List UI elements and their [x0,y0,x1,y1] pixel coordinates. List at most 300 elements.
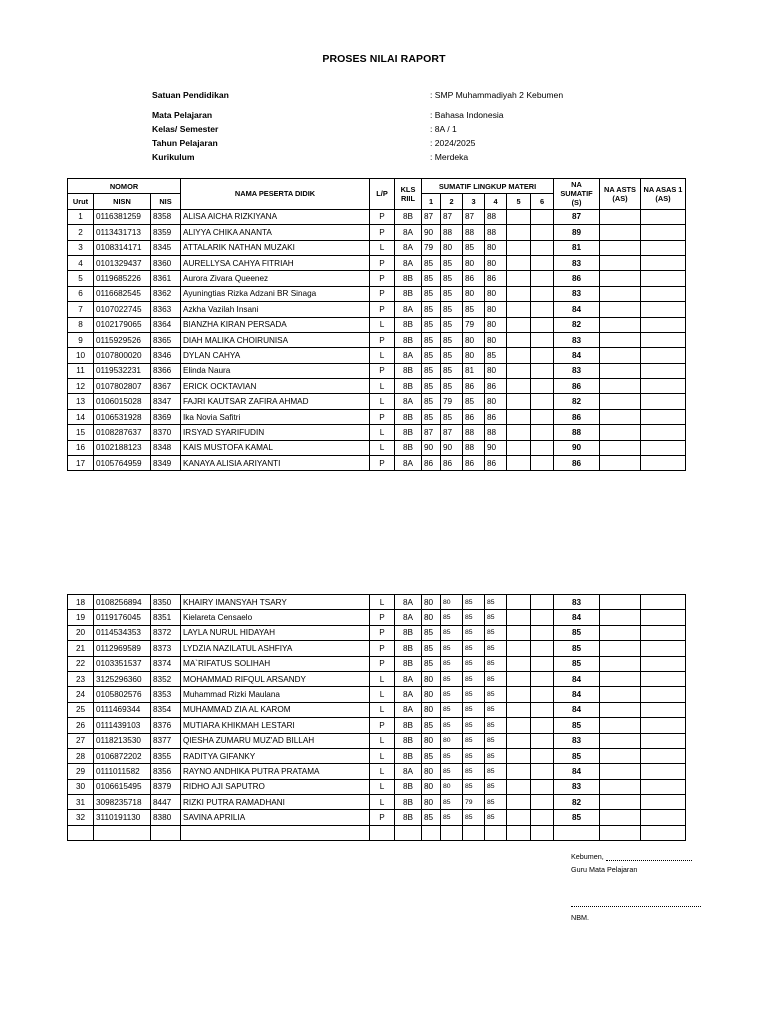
cell-sumatif-6 [531,363,554,378]
cell-kls: 8A [395,456,422,471]
cell-na-asts [600,409,641,424]
cell-sumatif-1: 85 [422,718,441,733]
cell-na-asas [641,332,686,347]
cell-na-sumatif: 84 [554,702,600,717]
cell-kls: 8A [395,240,422,255]
cell-na-sumatif: 85 [554,625,600,640]
cell-sumatif-2: 85 [441,641,463,656]
cell-na-asts [600,733,641,748]
cell-sumatif-5 [507,317,531,332]
cell-sumatif-2: 79 [441,394,463,409]
cell-na-asts [600,425,641,440]
cell-nisn: 0101329437 [94,255,151,270]
cell-nisn: 0118213530 [94,733,151,748]
cell-urut: 14 [68,409,94,424]
cell-kls: 8B [395,379,422,394]
cell-sumatif-6 [531,671,554,686]
cell-nama: ERICK OCKTAVIAN [181,379,370,394]
cell-kls: 8B [395,656,422,671]
cell-kls: 8B [395,748,422,763]
cell-lp: L [370,425,395,440]
info-label: Kurikulum [152,151,195,162]
cell-sumatif-3: 86 [463,379,485,394]
cell-nama: ALIYYA CHIKA ANANTA [181,225,370,240]
cell-sumatif-4: 80 [485,302,507,317]
cell-kls: 8A [395,702,422,717]
cell-nis: 8358 [151,209,181,224]
cell-sumatif-3: 85 [463,595,485,610]
cell-sumatif-6 [531,656,554,671]
signature-place [571,852,692,861]
cell-sumatif-5 [507,363,531,378]
cell-urut: 20 [68,625,94,640]
cell-nisn: 0105764959 [94,456,151,471]
cell-sumatif-1: 85 [422,748,441,763]
cell-sumatif-5 [507,656,531,671]
cell-kls: 8B [395,425,422,440]
info-value: : 8A / 1 [430,123,457,134]
cell-sumatif-4: 85 [485,687,507,702]
cell-sumatif-5 [507,286,531,301]
cell-nama: SAVINA APRILIA [181,810,370,825]
cell-sumatif-3: 88 [463,440,485,455]
cell-nis: 8354 [151,702,181,717]
cell-sumatif-3: 79 [463,795,485,810]
cell-lp: L [370,748,395,763]
table-row [68,718,686,733]
cell-lp: P [370,610,395,625]
cell-nama: Ika Novia Safitri [181,409,370,424]
cell-lp: L [370,379,395,394]
cell-nis: 8377 [151,733,181,748]
cell-sumatif-5 [507,595,531,610]
cell-sumatif-6 [531,733,554,748]
empty-cell [554,825,600,840]
cell-lp: P [370,225,395,240]
cell-na-asas [641,271,686,286]
cell-sumatif-4: 85 [485,656,507,671]
cell-sumatif-1: 85 [422,302,441,317]
cell-sumatif-3: 85 [463,764,485,779]
cell-urut: 21 [68,641,94,656]
cell-sumatif-3: 85 [463,702,485,717]
cell-nis: 8447 [151,795,181,810]
cell-kls: 8B [395,625,422,640]
cell-nisn: 0106531928 [94,409,151,424]
cell-nisn: 0106015028 [94,394,151,409]
cell-na-asas [641,764,686,779]
cell-na-asas [641,394,686,409]
cell-urut: 30 [68,779,94,794]
cell-na-asts [600,317,641,332]
cell-sumatif-4: 85 [485,595,507,610]
cell-urut: 6 [68,286,94,301]
cell-na-sumatif: 83 [554,779,600,794]
cell-urut: 9 [68,332,94,347]
header-nama: NAMA PESERTA DIDIK [181,179,370,210]
cell-nis: 8362 [151,286,181,301]
table-row [68,764,686,779]
cell-sumatif-4: 85 [485,795,507,810]
header-na-asts: NA ASTS (AS) [600,179,641,210]
dotted-line [606,852,692,861]
cell-sumatif-6 [531,348,554,363]
cell-lp: L [370,595,395,610]
cell-sumatif-2: 85 [441,656,463,671]
cell-lp: P [370,255,395,270]
cell-na-sumatif: 83 [554,332,600,347]
table-row [68,255,686,270]
table-body-page-1 [68,209,686,471]
cell-sumatif-5 [507,718,531,733]
cell-sumatif-1: 85 [422,641,441,656]
cell-na-asas [641,255,686,270]
cell-sumatif-5 [507,332,531,347]
cell-urut: 11 [68,363,94,378]
table-row [68,409,686,424]
cell-nama: MUHAMMAD ZIA AL KAROM [181,702,370,717]
cell-nama: ALISA AICHA RIZKIYANA [181,209,370,224]
cell-sumatif-4: 85 [485,718,507,733]
cell-lp: L [370,795,395,810]
empty-cell [151,825,181,840]
cell-sumatif-3: 85 [463,641,485,656]
cell-sumatif-2: 85 [441,702,463,717]
cell-sumatif-3: 85 [463,687,485,702]
cell-nis: 8349 [151,456,181,471]
cell-urut: 31 [68,795,94,810]
cell-na-asts [600,641,641,656]
cell-sumatif-2: 85 [441,671,463,686]
cell-sumatif-1: 85 [422,255,441,270]
cell-nisn: 0111439103 [94,718,151,733]
cell-sumatif-3: 87 [463,209,485,224]
cell-urut: 32 [68,810,94,825]
empty-cell [94,825,151,840]
cell-urut: 10 [68,348,94,363]
cell-na-asts [600,271,641,286]
cell-sumatif-4: 85 [485,625,507,640]
cell-kls: 8B [395,810,422,825]
cell-sumatif-2: 87 [441,209,463,224]
cell-urut: 3 [68,240,94,255]
header-sumatif-2: 2 [441,194,463,209]
cell-nama: LAYLA NURUL HIDAYAH [181,625,370,640]
cell-nisn: 0102188123 [94,440,151,455]
cell-nama: DIAH MALIKA CHOIRUNISA [181,332,370,347]
cell-sumatif-2: 85 [441,302,463,317]
cell-sumatif-1: 80 [422,779,441,794]
header-nomor: NOMOR [68,179,181,194]
cell-sumatif-6 [531,702,554,717]
cell-nisn: 3098235718 [94,795,151,810]
cell-sumatif-4: 85 [485,779,507,794]
empty-cell [507,825,531,840]
cell-sumatif-2: 85 [441,286,463,301]
cell-na-asas [641,302,686,317]
cell-nis: 8348 [151,440,181,455]
cell-sumatif-1: 80 [422,595,441,610]
table-row [68,733,686,748]
cell-nis: 8379 [151,779,181,794]
cell-lp: P [370,302,395,317]
cell-sumatif-4: 86 [485,409,507,424]
table-row [68,795,686,810]
cell-urut: 13 [68,394,94,409]
cell-nama: ATTALARIK NATHAN MUZAKI [181,240,370,255]
cell-sumatif-1: 90 [422,440,441,455]
cell-kls: 8B [395,733,422,748]
cell-kls: 8B [395,317,422,332]
cell-sumatif-5 [507,456,531,471]
cell-sumatif-2: 80 [441,733,463,748]
info-value: : 2024/2025 [430,137,476,148]
cell-nisn: 0108256894 [94,595,151,610]
cell-lp: P [370,810,395,825]
cell-sumatif-2: 85 [441,409,463,424]
cell-sumatif-1: 85 [422,379,441,394]
signature-role: Guru Mata Pelajaran [571,865,638,874]
cell-nis: 8361 [151,271,181,286]
cell-sumatif-3: 85 [463,394,485,409]
cell-lp: L [370,317,395,332]
cell-sumatif-4: 85 [485,671,507,686]
cell-urut: 12 [68,379,94,394]
cell-sumatif-6 [531,286,554,301]
empty-cell [395,825,422,840]
cell-sumatif-6 [531,718,554,733]
empty-cell [422,825,441,840]
cell-sumatif-6 [531,795,554,810]
cell-sumatif-1: 87 [422,425,441,440]
cell-lp: L [370,440,395,455]
cell-na-sumatif: 83 [554,595,600,610]
cell-sumatif-4: 86 [485,271,507,286]
cell-kls: 8A [395,255,422,270]
empty-cell [485,825,507,840]
cell-nama: KANAYA ALISIA ARIYANTI [181,456,370,471]
cell-nis: 8352 [151,671,181,686]
cell-sumatif-2: 85 [441,764,463,779]
cell-lp: P [370,625,395,640]
cell-sumatif-1: 85 [422,317,441,332]
cell-lp: L [370,348,395,363]
cell-nama: RIZKI PUTRA RAMADHANI [181,795,370,810]
cell-sumatif-4: 80 [485,286,507,301]
cell-na-sumatif: 83 [554,255,600,270]
cell-nis: 8369 [151,409,181,424]
cell-sumatif-6 [531,764,554,779]
cell-lp: L [370,702,395,717]
cell-sumatif-1: 86 [422,456,441,471]
cell-na-asts [600,302,641,317]
cell-nisn: 0103351537 [94,656,151,671]
cell-sumatif-4: 80 [485,363,507,378]
cell-na-asas [641,656,686,671]
cell-nis: 8374 [151,656,181,671]
cell-na-sumatif: 85 [554,718,600,733]
cell-na-sumatif: 85 [554,656,600,671]
cell-sumatif-4: 88 [485,425,507,440]
cell-lp: P [370,363,395,378]
grades-table-page-1 [67,178,686,471]
cell-nis: 8372 [151,625,181,640]
cell-sumatif-4: 80 [485,332,507,347]
table-row [68,748,686,763]
cell-sumatif-1: 80 [422,687,441,702]
cell-sumatif-3: 80 [463,332,485,347]
cell-sumatif-4: 80 [485,317,507,332]
cell-sumatif-3: 80 [463,255,485,270]
signature-nbm: NBM. [571,913,589,922]
cell-sumatif-2: 85 [441,810,463,825]
cell-sumatif-1: 85 [422,271,441,286]
cell-urut: 27 [68,733,94,748]
cell-nis: 8370 [151,425,181,440]
cell-sumatif-6 [531,332,554,347]
empty-cell [641,825,686,840]
cell-nisn: 0108287637 [94,425,151,440]
cell-sumatif-4: 85 [485,764,507,779]
cell-sumatif-5 [507,225,531,240]
cell-sumatif-1: 80 [422,671,441,686]
cell-nisn: 3125296360 [94,671,151,686]
cell-sumatif-3: 80 [463,286,485,301]
cell-sumatif-2: 85 [441,687,463,702]
cell-nisn: 0107022745 [94,302,151,317]
cell-sumatif-2: 85 [441,795,463,810]
table-row [68,779,686,794]
cell-nis: 8366 [151,363,181,378]
cell-nama: QIESHA ZUMARU MUZ'AD BILLAH [181,733,370,748]
table-row [68,379,686,394]
cell-kls: 8B [395,286,422,301]
cell-sumatif-5 [507,425,531,440]
cell-kls: 8B [395,363,422,378]
cell-sumatif-1: 85 [422,810,441,825]
cell-na-sumatif: 83 [554,286,600,301]
cell-sumatif-2: 85 [441,379,463,394]
cell-na-asts [600,209,641,224]
header-sumatif-1: 1 [422,194,441,209]
signature-line [571,898,701,909]
empty-cell [370,825,395,840]
cell-nis: 8350 [151,595,181,610]
cell-lp: L [370,764,395,779]
cell-urut: 7 [68,302,94,317]
cell-sumatif-4: 85 [485,733,507,748]
table-row [68,271,686,286]
cell-nama: RIDHO AJI SAPUTRO [181,779,370,794]
cell-na-asts [600,687,641,702]
cell-na-asas [641,348,686,363]
cell-na-sumatif: 84 [554,764,600,779]
cell-nis: 8356 [151,764,181,779]
cell-lp: P [370,332,395,347]
cell-lp: P [370,271,395,286]
cell-sumatif-6 [531,302,554,317]
cell-lp: L [370,240,395,255]
cell-sumatif-1: 80 [422,610,441,625]
cell-na-sumatif: 84 [554,687,600,702]
cell-nis: 8347 [151,394,181,409]
cell-sumatif-5 [507,641,531,656]
cell-na-sumatif: 90 [554,440,600,455]
cell-nis: 8359 [151,225,181,240]
cell-sumatif-3: 80 [463,348,485,363]
cell-urut: 19 [68,610,94,625]
cell-na-asts [600,779,641,794]
cell-lp: P [370,656,395,671]
table-row [68,456,686,471]
cell-sumatif-5 [507,702,531,717]
cell-nama: MUTIARA KHIKMAH LESTARI [181,718,370,733]
info-label: Mata Pelajaran [152,109,213,120]
cell-na-asas [641,687,686,702]
cell-sumatif-2: 85 [441,255,463,270]
cell-na-asts [600,255,641,270]
cell-na-asas [641,225,686,240]
cell-na-asts [600,456,641,471]
cell-sumatif-2: 85 [441,363,463,378]
cell-sumatif-6 [531,409,554,424]
header-na-asas: NA ASAS 1 (AS) [641,179,686,210]
cell-nis: 8380 [151,810,181,825]
signature-place-label: Kebumen, [571,852,604,861]
cell-urut: 26 [68,718,94,733]
cell-sumatif-3: 88 [463,425,485,440]
cell-sumatif-6 [531,779,554,794]
empty-cell [463,825,485,840]
cell-lp: L [370,671,395,686]
table-row [68,656,686,671]
table-row [68,425,686,440]
info-value: : SMP Muhammadiyah 2 Kebumen [430,90,564,100]
table-row [68,240,686,255]
header-kls-riil: KLS RIIL [395,179,422,210]
cell-nisn: 0119532231 [94,363,151,378]
cell-sumatif-5 [507,302,531,317]
cell-nisn: 0112969589 [94,641,151,656]
cell-urut: 25 [68,702,94,717]
cell-urut: 28 [68,748,94,763]
cell-na-sumatif: 87 [554,209,600,224]
cell-sumatif-5 [507,748,531,763]
cell-na-asts [600,348,641,363]
cell-nama: LYDZIA NAZILATUL ASHFIYA [181,641,370,656]
cell-na-asts [600,656,641,671]
header-nis: NIS [151,194,181,209]
cell-na-asts [600,810,641,825]
cell-na-asts [600,379,641,394]
cell-nisn: 0113431713 [94,225,151,240]
cell-sumatif-6 [531,610,554,625]
cell-na-asas [641,733,686,748]
cell-sumatif-4: 80 [485,394,507,409]
cell-na-asts [600,748,641,763]
cell-sumatif-1: 85 [422,409,441,424]
header-na-sumatif: NA SUMATIF (S) [554,179,600,210]
cell-sumatif-1: 85 [422,332,441,347]
cell-sumatif-2: 85 [441,625,463,640]
cell-sumatif-1: 90 [422,225,441,240]
cell-sumatif-5 [507,348,531,363]
cell-nama: MOHAMMAD RIFQUL ARSANDY [181,671,370,686]
cell-sumatif-5 [507,394,531,409]
cell-sumatif-5 [507,271,531,286]
cell-nis: 8346 [151,348,181,363]
cell-na-asas [641,363,686,378]
